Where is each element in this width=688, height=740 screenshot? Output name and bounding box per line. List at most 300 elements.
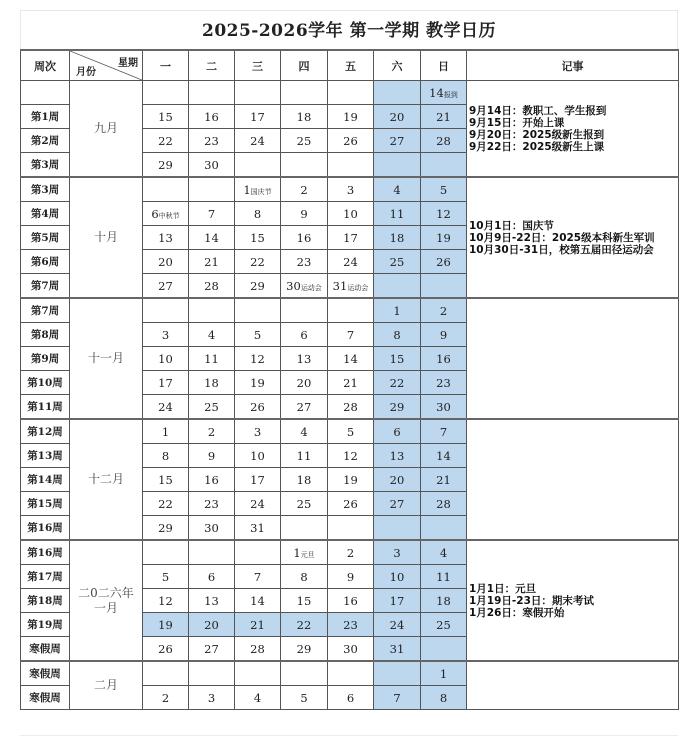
day-number: 27 xyxy=(296,399,312,414)
week-row xyxy=(21,661,679,686)
day-cell xyxy=(143,81,189,105)
day-cell xyxy=(328,516,374,541)
day-number: 2 xyxy=(346,545,355,560)
day-cell xyxy=(374,686,421,710)
day-cell xyxy=(421,129,467,153)
day-number: 28 xyxy=(250,641,265,656)
day-cell xyxy=(143,540,189,565)
day-number: 28 xyxy=(436,496,451,511)
day-number: 11 xyxy=(204,351,219,366)
month-notes-cell xyxy=(467,661,679,710)
week-number-cell: 第7周 xyxy=(21,274,70,299)
week-number-cell: 第12周 xyxy=(21,419,70,444)
day-cell xyxy=(189,589,235,613)
day-number: 25 xyxy=(296,496,312,511)
day-number: 26 xyxy=(436,254,451,269)
day-cell xyxy=(328,613,374,637)
day-cell xyxy=(143,613,189,637)
day-cell xyxy=(189,153,235,178)
day-number: 29 xyxy=(158,157,173,172)
day-cell xyxy=(143,492,189,516)
day-cell xyxy=(143,129,189,153)
week-number-cell: 第8周 xyxy=(21,323,70,347)
day-cell xyxy=(235,589,281,613)
day-cell xyxy=(281,226,328,250)
week-row xyxy=(21,419,679,444)
day-cell xyxy=(143,177,189,202)
day-cell xyxy=(328,395,374,420)
day-cell xyxy=(235,274,281,299)
day-number: 28 xyxy=(343,399,358,414)
day-number: 3 xyxy=(346,182,355,197)
day-cell xyxy=(235,613,281,637)
day-number: 20 xyxy=(204,617,219,632)
day-cell xyxy=(143,202,189,226)
week-number-cell xyxy=(21,81,70,105)
week-number-cell: 第19周 xyxy=(21,613,70,637)
day-number: 7 xyxy=(346,327,355,342)
day-cell xyxy=(143,105,189,129)
month-name-cell: 九月 xyxy=(70,81,143,178)
day-number: 24 xyxy=(250,133,265,148)
day-cell xyxy=(421,153,467,178)
day-cell xyxy=(189,129,235,153)
day-number: 20 xyxy=(158,254,173,269)
day-event-tag: 国庆节 xyxy=(250,187,272,196)
day-cell xyxy=(235,686,281,710)
week-number-cell: 第15周 xyxy=(21,492,70,516)
day-cell xyxy=(421,347,467,371)
day-number: 23 xyxy=(204,496,219,511)
day-cell xyxy=(281,153,328,178)
day-cell xyxy=(189,274,235,299)
week-number-cell: 第10周 xyxy=(21,371,70,395)
day-cell xyxy=(281,589,328,613)
day-number: 5 xyxy=(161,569,170,584)
day-cell xyxy=(235,81,281,105)
day-header-sat: 六 xyxy=(374,50,421,81)
day-cell xyxy=(421,298,467,323)
day-number: 30 xyxy=(204,157,219,172)
day-cell xyxy=(143,323,189,347)
day-cell xyxy=(189,298,235,323)
day-cell xyxy=(328,589,374,613)
teaching-calendar-sheet xyxy=(20,10,678,710)
day-cell xyxy=(235,492,281,516)
week-number-cell: 第13周 xyxy=(21,444,70,468)
day-cell xyxy=(189,347,235,371)
calendar-body xyxy=(21,81,679,710)
day-cell xyxy=(281,468,328,492)
day-number: 13 xyxy=(158,230,173,245)
day-cell xyxy=(235,661,281,686)
day-cell xyxy=(421,444,467,468)
day-cell xyxy=(281,540,328,565)
day-number: 17 xyxy=(250,109,265,124)
day-number: 8 xyxy=(161,448,170,463)
day-number: 22 xyxy=(250,254,265,269)
week-number-cell: 第4周 xyxy=(21,202,70,226)
day-number: 30 xyxy=(343,641,358,656)
header-row xyxy=(21,50,679,81)
day-number: 5 xyxy=(439,182,448,197)
day-header-sun: 日 xyxy=(421,50,467,81)
note-line: 9月14日：教职工、学生报到 xyxy=(469,104,607,117)
day-cell xyxy=(374,516,421,541)
day-cell xyxy=(235,202,281,226)
day-header-thu: 四 xyxy=(281,50,328,81)
day-cell xyxy=(281,274,328,299)
day-number: 14 xyxy=(429,85,444,100)
day-number: 17 xyxy=(250,472,265,487)
day-cell xyxy=(421,613,467,637)
day-cell xyxy=(235,468,281,492)
day-cell xyxy=(328,274,374,299)
day-number: 13 xyxy=(204,593,219,608)
day-cell xyxy=(281,177,328,202)
week-number-cell: 第5周 xyxy=(21,226,70,250)
month-name-line: 二0二六年 xyxy=(78,585,134,600)
day-number: 9 xyxy=(439,327,448,342)
day-number: 3 xyxy=(161,327,170,342)
day-cell xyxy=(421,468,467,492)
day-cell xyxy=(374,492,421,516)
day-number: 10 xyxy=(250,448,265,463)
week-number-cell: 寒假周 xyxy=(21,637,70,662)
day-cell xyxy=(235,129,281,153)
day-number: 28 xyxy=(436,133,451,148)
day-header-wed: 三 xyxy=(235,50,281,81)
day-cell xyxy=(189,661,235,686)
day-cell xyxy=(143,347,189,371)
day-number: 3 xyxy=(253,424,262,439)
day-number: 9 xyxy=(346,569,355,584)
day-cell xyxy=(281,395,328,420)
day-number: 22 xyxy=(158,496,173,511)
day-number: 11 xyxy=(389,206,405,221)
week-row xyxy=(21,81,679,105)
day-cell xyxy=(328,444,374,468)
day-cell xyxy=(374,129,421,153)
day-number: 27 xyxy=(204,641,219,656)
day-number: 24 xyxy=(389,617,405,632)
day-number: 19 xyxy=(343,472,358,487)
note-line: 1月1日：元旦 xyxy=(469,582,537,595)
day-cell xyxy=(328,129,374,153)
day-number: 29 xyxy=(250,278,265,293)
month-notes-cell xyxy=(467,177,679,298)
day-number: 17 xyxy=(158,375,173,390)
day-cell xyxy=(421,565,467,589)
day-cell xyxy=(189,637,235,662)
day-cell xyxy=(421,637,467,662)
day-number: 26 xyxy=(343,133,358,148)
day-cell xyxy=(374,250,421,274)
day-number: 2 xyxy=(207,424,216,439)
day-cell xyxy=(421,540,467,565)
day-cell xyxy=(374,177,421,202)
day-cell xyxy=(235,226,281,250)
day-cell xyxy=(281,202,328,226)
day-cell xyxy=(328,250,374,274)
day-cell xyxy=(189,323,235,347)
day-number: 7 xyxy=(253,569,262,584)
day-cell xyxy=(281,298,328,323)
day-cell xyxy=(328,661,374,686)
day-cell xyxy=(235,347,281,371)
day-number: 2 xyxy=(161,690,170,705)
day-cell xyxy=(421,395,467,420)
month-name-line: 一月 xyxy=(93,600,118,615)
week-number-cell: 第1周 xyxy=(21,105,70,129)
day-number: 18 xyxy=(296,109,312,124)
month-name-cell: 十二月 xyxy=(70,419,143,540)
day-number: 17 xyxy=(343,230,358,245)
day-number: 27 xyxy=(389,133,405,148)
day-number: 8 xyxy=(253,206,262,221)
day-cell xyxy=(281,613,328,637)
day-number: 1 xyxy=(293,545,301,560)
day-number: 9 xyxy=(207,448,216,463)
week-number-cell: 第16周 xyxy=(21,540,70,565)
day-number: 16 xyxy=(204,472,219,487)
week-number-cell: 第18周 xyxy=(21,589,70,613)
day-cell xyxy=(189,202,235,226)
day-cell xyxy=(143,395,189,420)
day-cell xyxy=(143,444,189,468)
day-number: 4 xyxy=(207,327,216,342)
day-number: 6 xyxy=(207,569,216,584)
day-cell xyxy=(189,516,235,541)
day-number: 13 xyxy=(296,351,312,366)
day-cell xyxy=(235,371,281,395)
day-cell xyxy=(235,419,281,444)
day-number: 19 xyxy=(343,109,358,124)
day-cell xyxy=(421,226,467,250)
day-cell xyxy=(189,371,235,395)
day-number: 6 xyxy=(300,327,308,342)
day-number: 7 xyxy=(207,206,216,221)
day-number: 14 xyxy=(250,593,265,608)
day-number: 4 xyxy=(393,182,401,197)
day-cell xyxy=(374,105,421,129)
week-number-cell: 第17周 xyxy=(21,565,70,589)
day-number: 21 xyxy=(250,617,265,632)
notes-column-header: 记事 xyxy=(467,50,679,81)
day-cell xyxy=(328,177,374,202)
day-cell xyxy=(374,637,421,662)
day-cell xyxy=(189,81,235,105)
day-cell xyxy=(235,153,281,178)
day-number: 5 xyxy=(300,690,308,705)
day-number: 23 xyxy=(296,254,312,269)
day-cell xyxy=(374,274,421,299)
day-number: 1 xyxy=(243,182,251,197)
day-number: 26 xyxy=(158,641,173,656)
day-cell xyxy=(421,589,467,613)
day-number: 24 xyxy=(343,254,358,269)
day-number: 23 xyxy=(204,133,219,148)
day-cell xyxy=(328,202,374,226)
day-number: 19 xyxy=(158,617,173,632)
day-cell xyxy=(281,516,328,541)
day-number: 2 xyxy=(300,182,308,197)
day-number: 14 xyxy=(436,448,451,463)
day-cell xyxy=(374,226,421,250)
day-number: 22 xyxy=(158,133,173,148)
day-cell xyxy=(328,323,374,347)
day-cell xyxy=(143,661,189,686)
day-cell xyxy=(235,177,281,202)
day-number: 15 xyxy=(389,351,405,366)
day-cell xyxy=(281,637,328,662)
day-number: 29 xyxy=(389,399,405,414)
day-cell xyxy=(281,492,328,516)
day-cell xyxy=(235,565,281,589)
day-cell xyxy=(421,661,467,686)
day-number: 23 xyxy=(436,375,451,390)
day-cell xyxy=(235,250,281,274)
month-name-cell: 十月 xyxy=(70,177,143,298)
day-number: 12 xyxy=(158,593,173,608)
day-number: 22 xyxy=(389,375,405,390)
day-cell xyxy=(374,298,421,323)
day-cell xyxy=(328,492,374,516)
day-number: 30 xyxy=(436,399,451,414)
note-line: 9月15日：开始上课 xyxy=(469,116,565,129)
day-cell xyxy=(235,540,281,565)
day-number: 4 xyxy=(300,424,308,439)
day-event-tag: 中秋节 xyxy=(158,211,180,220)
day-number: 5 xyxy=(253,327,262,342)
note-line: 1月19日-23日：期末考试 xyxy=(469,594,594,607)
day-cell xyxy=(143,516,189,541)
note-line: 10月9日-22日：2025级本科新生军训 xyxy=(469,231,655,244)
day-number: 10 xyxy=(158,351,173,366)
day-cell xyxy=(374,661,421,686)
day-number: 3 xyxy=(393,545,401,560)
day-cell xyxy=(421,202,467,226)
day-cell xyxy=(328,686,374,710)
day-header-mon: 一 xyxy=(143,50,189,81)
day-number: 20 xyxy=(389,472,405,487)
month-name-cell xyxy=(70,540,143,661)
day-number: 25 xyxy=(204,399,219,414)
day-number: 18 xyxy=(389,230,405,245)
day-number: 18 xyxy=(204,375,219,390)
calendar-title: 2025-2026学年 第一学期 教学日历 xyxy=(20,10,678,49)
day-number: 15 xyxy=(296,593,312,608)
day-cell xyxy=(281,129,328,153)
day-cell xyxy=(143,226,189,250)
day-cell xyxy=(189,468,235,492)
day-cell xyxy=(189,419,235,444)
day-event-tag: 报到 xyxy=(443,90,458,99)
day-number: 6 xyxy=(346,690,355,705)
day-cell xyxy=(328,419,374,444)
day-cell xyxy=(281,347,328,371)
day-cell xyxy=(143,589,189,613)
week-column-header: 周次 xyxy=(21,50,70,81)
day-cell xyxy=(143,298,189,323)
day-cell xyxy=(374,323,421,347)
month-notes-cell xyxy=(467,419,679,540)
day-cell xyxy=(374,565,421,589)
day-number: 31 xyxy=(332,278,348,293)
day-number: 12 xyxy=(343,448,358,463)
day-cell xyxy=(421,371,467,395)
day-number: 21 xyxy=(204,254,219,269)
day-cell xyxy=(143,686,189,710)
day-cell xyxy=(328,565,374,589)
day-cell xyxy=(143,274,189,299)
month-name-cell: 二月 xyxy=(70,661,143,710)
day-cell xyxy=(189,565,235,589)
day-cell xyxy=(143,637,189,662)
day-cell xyxy=(421,516,467,541)
week-row xyxy=(21,298,679,323)
day-event-tag: 运动会 xyxy=(300,283,322,292)
calendar-table xyxy=(20,49,679,710)
day-cell xyxy=(143,371,189,395)
day-number: 10 xyxy=(389,569,405,584)
day-event-tag: 运动会 xyxy=(347,283,369,292)
day-cell xyxy=(421,686,467,710)
week-number-cell: 第3周 xyxy=(21,153,70,178)
day-number: 18 xyxy=(296,472,312,487)
month-notes-cell xyxy=(467,298,679,419)
day-header-fri: 五 xyxy=(328,50,374,81)
day-cell xyxy=(374,444,421,468)
day-cell xyxy=(281,444,328,468)
day-number: 21 xyxy=(343,375,358,390)
day-number: 3 xyxy=(207,690,216,705)
day-number: 18 xyxy=(436,593,451,608)
day-cell xyxy=(374,153,421,178)
day-cell xyxy=(328,298,374,323)
day-number: 14 xyxy=(204,230,219,245)
day-number: 16 xyxy=(343,593,358,608)
day-number: 31 xyxy=(389,641,405,656)
day-number: 12 xyxy=(250,351,265,366)
day-number: 23 xyxy=(343,617,358,632)
day-number: 19 xyxy=(436,230,451,245)
day-number: 16 xyxy=(204,109,219,124)
day-number: 9 xyxy=(300,206,308,221)
note-line: 10月1日：国庆节 xyxy=(469,219,554,232)
day-cell xyxy=(281,105,328,129)
day-cell xyxy=(421,250,467,274)
day-header-tue: 二 xyxy=(189,50,235,81)
week-number-cell: 第9周 xyxy=(21,347,70,371)
day-cell xyxy=(143,419,189,444)
day-number: 1 xyxy=(393,303,401,318)
week-number-cell: 第11周 xyxy=(21,395,70,420)
day-number: 16 xyxy=(436,351,451,366)
day-number: 30 xyxy=(286,278,301,293)
day-number: 8 xyxy=(439,690,448,705)
day-cell xyxy=(143,153,189,178)
day-cell xyxy=(421,81,467,105)
day-number: 24 xyxy=(158,399,173,414)
note-line: 9月22日：2025级新生上课 xyxy=(469,140,605,153)
week-number-cell: 第3周 xyxy=(21,177,70,202)
day-number: 21 xyxy=(436,109,451,124)
day-cell xyxy=(235,637,281,662)
day-cell xyxy=(374,589,421,613)
day-number: 29 xyxy=(296,641,312,656)
day-cell xyxy=(235,323,281,347)
